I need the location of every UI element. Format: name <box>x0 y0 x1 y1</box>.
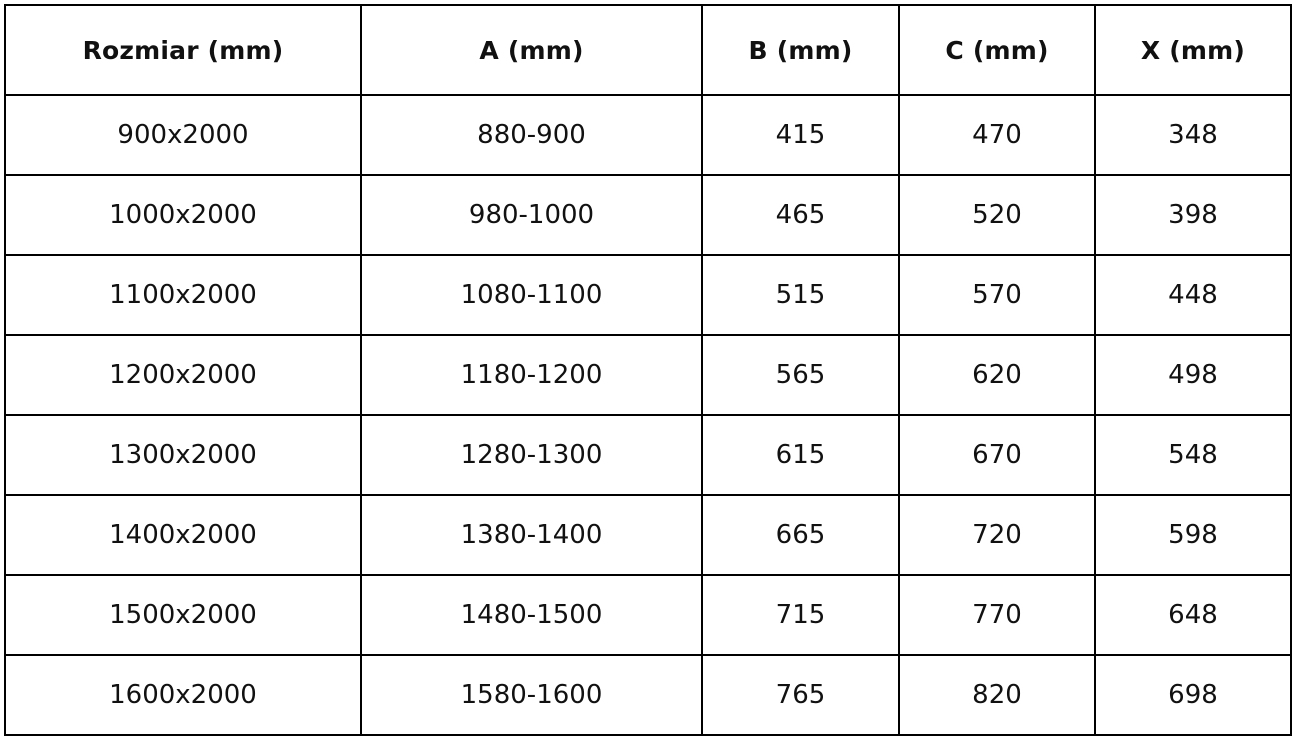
cell-b: 665 <box>702 495 899 575</box>
cell-b: 765 <box>702 655 899 735</box>
cell-a: 1480-1500 <box>361 575 702 655</box>
cell-x: 598 <box>1095 495 1291 575</box>
cell-size: 1500x2000 <box>5 575 361 655</box>
cell-size: 900x2000 <box>5 95 361 175</box>
table-row <box>5 175 1291 255</box>
table-row <box>5 255 1291 335</box>
column-header-b: B (mm) <box>702 5 899 95</box>
cell-b: 565 <box>702 335 899 415</box>
cell-size: 1200x2000 <box>5 335 361 415</box>
column-header-rozmiar: Rozmiar (mm) <box>5 5 361 95</box>
table-row <box>5 415 1291 495</box>
cell-c: 670 <box>899 415 1095 495</box>
table-row <box>5 95 1291 175</box>
table-row <box>5 575 1291 655</box>
cell-a: 1380-1400 <box>361 495 702 575</box>
cell-c: 770 <box>899 575 1095 655</box>
cell-size: 1100x2000 <box>5 255 361 335</box>
cell-b: 615 <box>702 415 899 495</box>
cell-b: 715 <box>702 575 899 655</box>
cell-x: 448 <box>1095 255 1291 335</box>
column-header-x: X (mm) <box>1095 5 1291 95</box>
column-header-c: C (mm) <box>899 5 1095 95</box>
cell-x: 698 <box>1095 655 1291 735</box>
cell-x: 348 <box>1095 95 1291 175</box>
cell-c: 720 <box>899 495 1095 575</box>
cell-c: 470 <box>899 95 1095 175</box>
cell-a: 1580-1600 <box>361 655 702 735</box>
cell-size: 1600x2000 <box>5 655 361 735</box>
table-row <box>5 495 1291 575</box>
cell-a: 1280-1300 <box>361 415 702 495</box>
cell-x: 498 <box>1095 335 1291 415</box>
cell-b: 415 <box>702 95 899 175</box>
cell-a: 1080-1100 <box>361 255 702 335</box>
cell-x: 648 <box>1095 575 1291 655</box>
cell-c: 820 <box>899 655 1095 735</box>
cell-c: 620 <box>899 335 1095 415</box>
cell-c: 520 <box>899 175 1095 255</box>
table-header-row <box>5 5 1291 95</box>
size-specification-table <box>4 4 1292 736</box>
cell-a: 880-900 <box>361 95 702 175</box>
column-header-a: A (mm) <box>361 5 702 95</box>
cell-size: 1400x2000 <box>5 495 361 575</box>
cell-x: 548 <box>1095 415 1291 495</box>
cell-b: 515 <box>702 255 899 335</box>
cell-size: 1300x2000 <box>5 415 361 495</box>
cell-b: 465 <box>702 175 899 255</box>
cell-a: 1180-1200 <box>361 335 702 415</box>
cell-c: 570 <box>899 255 1095 335</box>
cell-x: 398 <box>1095 175 1291 255</box>
table-row <box>5 655 1291 735</box>
cell-a: 980-1000 <box>361 175 702 255</box>
table-row <box>5 335 1291 415</box>
cell-size: 1000x2000 <box>5 175 361 255</box>
